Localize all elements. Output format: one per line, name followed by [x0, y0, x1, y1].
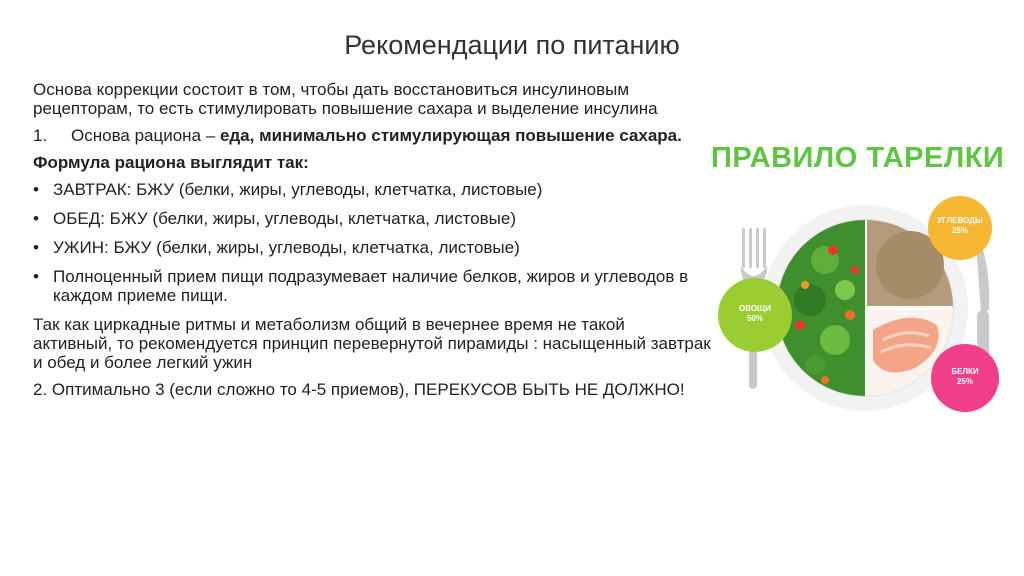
full-meal-text: Полноценный прием пищи подразумевает наличие белков, жиров и углеводов в каждом приеме пищи. — [53, 267, 689, 305]
carbs-percent: 25% — [951, 226, 968, 235]
item-number: 1. — [33, 126, 48, 145]
circadian-line-1: Так как циркадные ритмы и метаболизм общий в вечернее время не такой — [33, 315, 625, 334]
meal-dinner — [33, 238, 713, 257]
item1-bold: еда, минимально стимулирующая повышение сахара. — [219, 126, 682, 145]
vegetables-label — [723, 304, 787, 324]
carbs-label — [930, 216, 990, 236]
slide-title: Рекомендации по питанию — [344, 30, 680, 60]
meal-text: ОБЕД: БЖУ (белки, жиры, углеводы, клетчатка, листовые) — [53, 209, 517, 228]
vegetables-name: ОВОЩИ — [739, 304, 771, 313]
bullet-icon: • — [33, 238, 39, 257]
full-meal-note — [33, 267, 713, 305]
formula-heading: Формула рациона выглядит так: — [33, 153, 309, 172]
circadian-paragraph — [33, 315, 713, 372]
intro-paragraph: Основа коррекции состоит в том, чтобы дать восстановиться инсулиновым рецепторам, то есть стимулировать повышение сахара и выделение инсулина — [33, 80, 658, 118]
body-text — [33, 80, 713, 407]
circadian-rest: активный, то рекомендуется принцип перевернутой пирамиды : насыщенный завтрак и обед и более легкий ужин — [33, 334, 711, 372]
item1-text — [71, 126, 682, 145]
meal-text: УЖИН: БЖУ (белки, жиры, углеводы, клетчатка, листовые) — [53, 238, 520, 257]
meal-breakfast — [33, 180, 713, 199]
protein-name: БЕЛКИ — [951, 367, 979, 376]
bullet-icon: • — [33, 209, 39, 228]
vegetables-percent: 50% — [746, 314, 763, 323]
numbered-item-2: 2. Оптимально 3 (если сложно то 4-5 приемов), ПЕРЕКУСОВ БЫТЬ НЕ ДОЛЖНО! — [33, 380, 685, 399]
plate-rule-title: ПРАВИЛО ТАРЕЛКИ — [711, 142, 1005, 174]
numbered-item-1 — [33, 126, 713, 145]
meal-lunch — [33, 209, 713, 228]
meal-text: ЗАВТРАК: БЖУ (белки, жиры, углеводы, клетчатка, листовые) — [53, 180, 543, 199]
plate-illustration — [705, 190, 1015, 430]
bullet-icon: • — [33, 267, 39, 286]
protein-label — [935, 367, 995, 387]
carbs-name: УГЛЕВОДЫ — [937, 216, 983, 225]
item1-regular: Основа рациона – — [71, 126, 220, 145]
protein-percent: 25% — [956, 377, 973, 386]
bullet-icon: • — [33, 180, 39, 199]
